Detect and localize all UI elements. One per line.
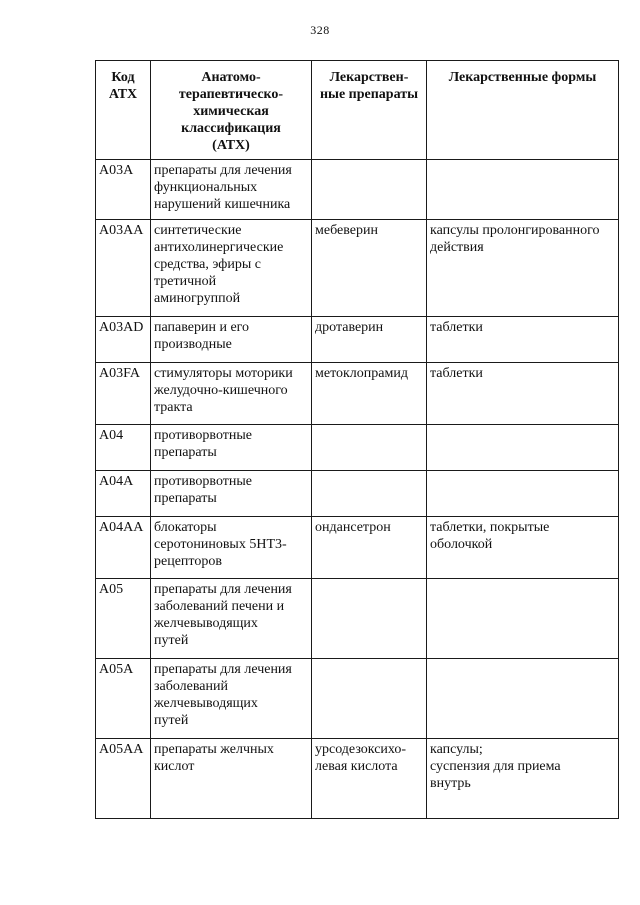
- cell-atc-code: A03FA: [96, 363, 151, 425]
- cell-atc-code: A04A: [96, 471, 151, 517]
- header-classification: Анатомо- терапевтическо- химическая классификация (АТХ): [151, 61, 312, 160]
- cell-dosage-form: таблетки: [427, 317, 619, 363]
- cell-medicine: урсодезоксихо- левая кислота: [312, 739, 427, 819]
- cell-dosage-form: капсулы; суспензия для приема внутрь: [427, 739, 619, 819]
- cell-dosage-form: [427, 160, 619, 220]
- page-number: 328: [310, 23, 330, 37]
- header-atc-code: Код АТХ: [96, 61, 151, 160]
- cell-dosage-form: таблетки: [427, 363, 619, 425]
- table-header-row: [96, 61, 619, 160]
- cell-dosage-form: капсулы пролонгированного действия: [427, 220, 619, 317]
- cell-atc-code: A05A: [96, 659, 151, 739]
- table-row: [96, 160, 619, 220]
- table-row: [96, 579, 619, 659]
- cell-classification: синтетические антихолинергические средства, эфиры с третичной аминогруппой: [151, 220, 312, 317]
- cell-classification: блокаторы серотониновых 5HT3- рецепторов: [151, 517, 312, 579]
- cell-classification: стимуляторы моторики желудочно-кишечного тракта: [151, 363, 312, 425]
- cell-medicine: [312, 579, 427, 659]
- cell-atc-code: A04AA: [96, 517, 151, 579]
- table-row: [96, 363, 619, 425]
- cell-atc-code: A03AD: [96, 317, 151, 363]
- table-row: [96, 471, 619, 517]
- cell-classification: препараты для лечения заболеваний желчевыводящих путей: [151, 659, 312, 739]
- cell-classification: препараты для лечения функциональных нарушений кишечника: [151, 160, 312, 220]
- table-row: [96, 517, 619, 579]
- cell-classification: папаверин и его производные: [151, 317, 312, 363]
- cell-dosage-form: [427, 579, 619, 659]
- table-row: [96, 425, 619, 471]
- cell-medicine: ондансетрон: [312, 517, 427, 579]
- cell-atc-code: A03AA: [96, 220, 151, 317]
- header-dosage-forms: Лекарственные формы: [427, 61, 619, 160]
- cell-dosage-form: [427, 425, 619, 471]
- cell-medicine: метоклопрамид: [312, 363, 427, 425]
- table-row: [96, 739, 619, 819]
- cell-medicine: дротаверин: [312, 317, 427, 363]
- cell-medicine: [312, 160, 427, 220]
- cell-classification: препараты желчных кислот: [151, 739, 312, 819]
- cell-atc-code: A05: [96, 579, 151, 659]
- cell-medicine: мебеверин: [312, 220, 427, 317]
- cell-classification: противорвотные препараты: [151, 471, 312, 517]
- cell-dosage-form: [427, 471, 619, 517]
- cell-medicine: [312, 425, 427, 471]
- table-row: [96, 220, 619, 317]
- atc-classification-table: [95, 60, 619, 819]
- header-medicines: Лекарствен- ные препараты: [312, 61, 427, 160]
- cell-atc-code: A03A: [96, 160, 151, 220]
- cell-classification: противорвотные препараты: [151, 425, 312, 471]
- table-row: [96, 317, 619, 363]
- cell-dosage-form: [427, 659, 619, 739]
- cell-atc-code: A04: [96, 425, 151, 471]
- cell-dosage-form: таблетки, покрытые оболочкой: [427, 517, 619, 579]
- cell-medicine: [312, 659, 427, 739]
- cell-atc-code: A05AA: [96, 739, 151, 819]
- table-row: [96, 659, 619, 739]
- cell-medicine: [312, 471, 427, 517]
- cell-classification: препараты для лечения заболеваний печени и желчевыводящих путей: [151, 579, 312, 659]
